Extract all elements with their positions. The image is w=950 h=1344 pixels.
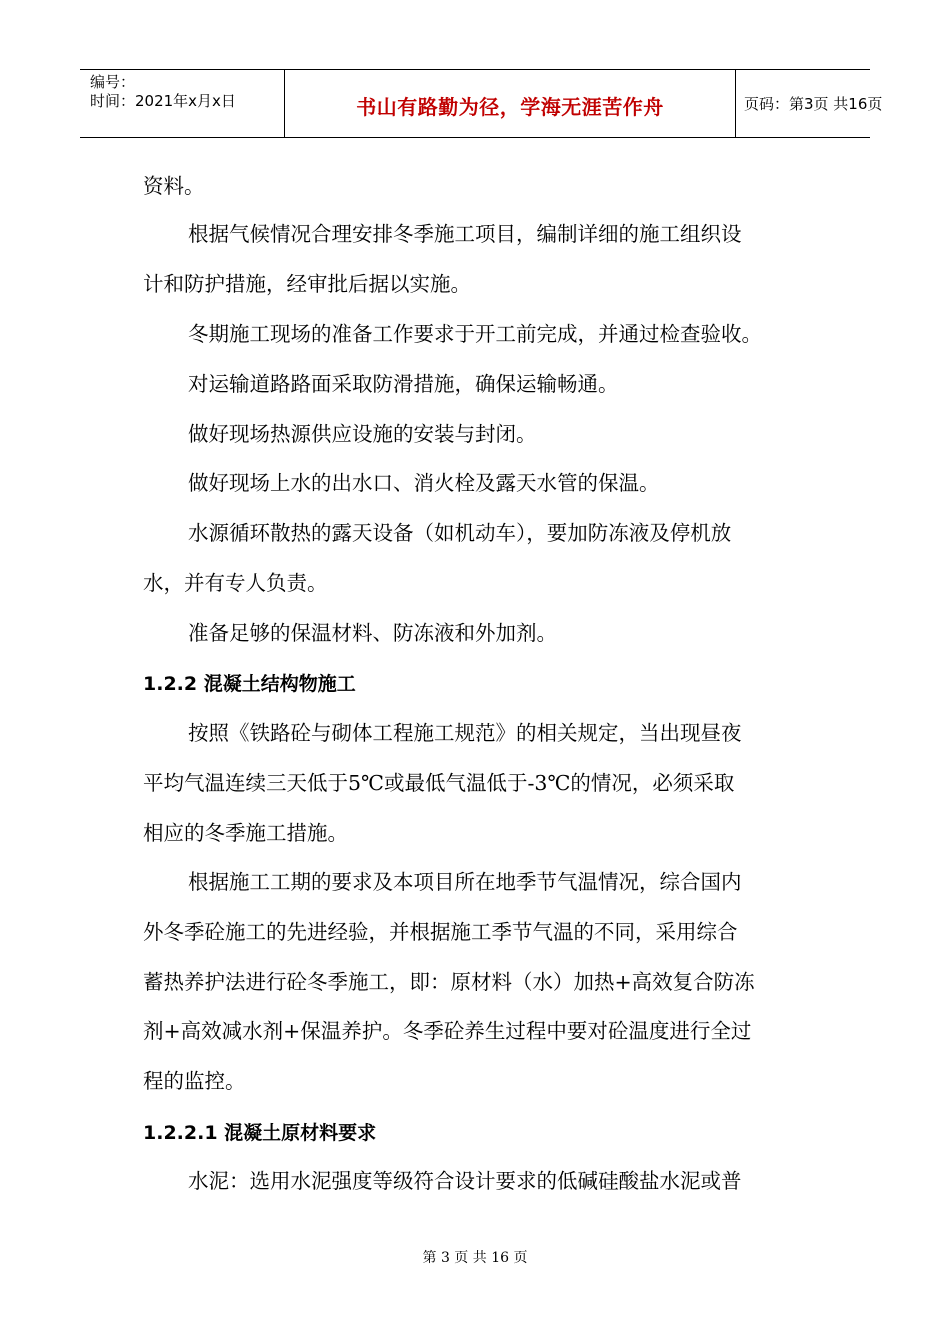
header-left-cell (80, 70, 285, 137)
text-line: 相应的冬季施工措施。 (143, 821, 348, 845)
page-info: 页码：第3页 共16页 (744, 95, 883, 113)
time-label: 时间：2021年x月x日 (90, 92, 236, 110)
text-line: 做好现场热源供应设施的安装与封闭。 (188, 422, 537, 446)
text-line: 水泥：选用水泥强度等级符合设计要求的低碱硅酸盐水泥或普 (188, 1169, 742, 1193)
text-line: 按照《铁路砼与砌体工程施工规范》的相关规定，当出现昼夜 (188, 721, 742, 745)
text-line: 做好现场上水的出水口、消火栓及露天水管的保温。 (188, 471, 660, 495)
text-line: 对运输道路路面采取防滑措施，确保运输畅通。 (188, 372, 619, 396)
text-line: 准备足够的保温材料、防冻液和外加剂。 (188, 621, 557, 645)
subsection-heading: 1.2.2.1 混凝土原材料要求 (143, 1122, 377, 1144)
section-heading: 1.2.2 混凝土结构物施工 (143, 673, 356, 695)
text-line: 根据施工工期的要求及本项目所在地季节气温情况，综合国内 (188, 870, 742, 894)
page-footer: 第 3 页 共 16 页 (422, 1250, 528, 1266)
serial-label: 编号： (90, 73, 136, 91)
page-header (80, 69, 883, 138)
text-line: 资料。 (143, 174, 205, 198)
text-line: 程的监控。 (143, 1069, 246, 1093)
header-page-cell (736, 70, 883, 137)
text-line: 外冬季砼施工的先进经验，并根据施工季节气温的不同，采用综合 (143, 920, 738, 944)
header-motto-cell (285, 70, 736, 137)
text-line: 水源循环散热的露天设备（如机动车），要加防冻液及停机放 (188, 521, 732, 545)
motto: 书山有路勤为径，学海无涯苦作舟 (356, 95, 664, 119)
text-line: 剂+高效减水剂+保温养护。冬季砼养生过程中要对砼温度进行全过 (143, 1019, 752, 1043)
text-line: 冬期施工现场的准备工作要求于开工前完成，并通过检查验收。 (188, 322, 762, 346)
text-line: 蓄热养护法进行砼冬季施工，即：原材料（水）加热+高效复合防冻 (143, 970, 755, 994)
text-line: 根据气候情况合理安排冬季施工项目，编制详细的施工组织设 (188, 222, 742, 246)
text-line: 计和防护措施，经审批后据以实施。 (143, 272, 471, 296)
text-line: 水，并有专人负责。 (143, 571, 328, 595)
text-line: 平均气温连续三天低于5℃或最低气温低于-3℃的情况，必须采取 (143, 771, 735, 795)
